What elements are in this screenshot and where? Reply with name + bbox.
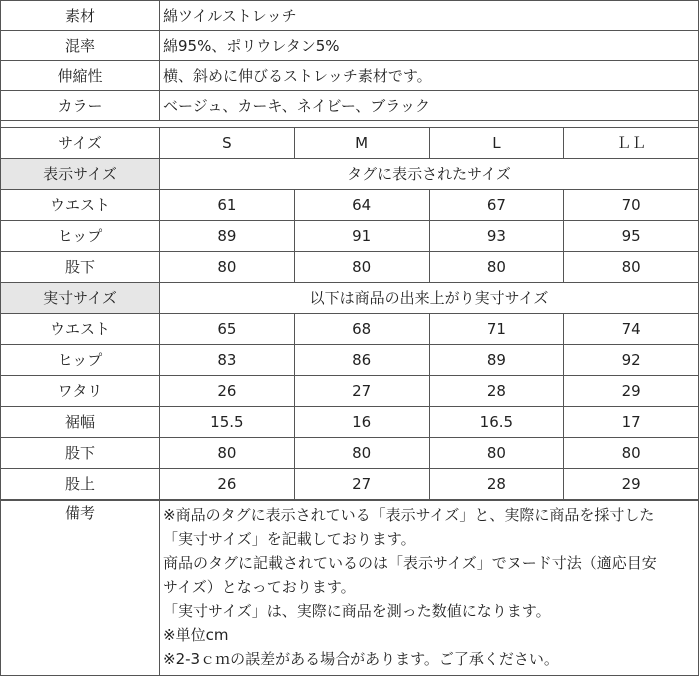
note-line: ※2-3ｃｍの誤差がある場合があります。ご了承ください。 xyxy=(163,650,559,668)
table-cell: 80 xyxy=(429,438,564,469)
table-cell: 89 xyxy=(429,345,564,376)
table-row xyxy=(1,345,699,376)
row-label: ウエスト xyxy=(1,314,160,345)
row-label: 股下 xyxy=(1,438,160,469)
table-cell: 67 xyxy=(429,190,564,221)
size-header-row xyxy=(1,128,699,159)
section-label: 表示サイズ xyxy=(1,159,160,190)
note-line: 「実寸サイズ」は、実際に商品を測った数値になります。 xyxy=(163,602,551,620)
table-cell: 65 xyxy=(160,314,295,345)
section-caption: 以下は商品の出来上がり実寸サイズ xyxy=(160,283,699,314)
table-cell: 91 xyxy=(294,221,429,252)
row-label: 裾幅 xyxy=(1,407,160,438)
size-header-label: サイズ xyxy=(1,128,160,159)
size-table xyxy=(0,127,699,500)
table-cell: 27 xyxy=(294,376,429,407)
table-cell: 16.5 xyxy=(429,407,564,438)
table-row xyxy=(1,252,699,283)
spec-label: カラー xyxy=(1,91,160,121)
note-line: ※単位cm xyxy=(163,626,229,644)
section-caption: タグに表示されたサイズ xyxy=(160,159,699,190)
spec-label: 素材 xyxy=(1,1,160,31)
spec-row-blend xyxy=(1,31,699,61)
table-cell: 80 xyxy=(160,438,295,469)
table-cell: 64 xyxy=(294,190,429,221)
section-label: 実寸サイズ xyxy=(1,283,160,314)
table-cell: 29 xyxy=(564,376,699,407)
table-row xyxy=(1,438,699,469)
table-cell: 86 xyxy=(294,345,429,376)
note-line: サイズ）となっております。 xyxy=(163,578,356,596)
table-cell: 68 xyxy=(294,314,429,345)
table-cell: 80 xyxy=(564,438,699,469)
table-cell: 80 xyxy=(564,252,699,283)
display-size-section-row xyxy=(1,159,699,190)
notes-row xyxy=(1,501,699,676)
table-cell: 61 xyxy=(160,190,295,221)
table-cell: 27 xyxy=(294,469,429,500)
table-row xyxy=(1,376,699,407)
table-row xyxy=(1,469,699,500)
spec-label: 伸縮性 xyxy=(1,61,160,91)
row-label: ヒップ xyxy=(1,345,160,376)
spec-row-color xyxy=(1,91,699,121)
table-cell: 80 xyxy=(294,252,429,283)
notes-table xyxy=(0,500,699,676)
spec-row-material xyxy=(1,1,699,31)
table-cell: 70 xyxy=(564,190,699,221)
note-line: 商品のタグに記載されているのは「表示サイズ」でヌード寸法（適応目安 xyxy=(163,554,657,572)
spec-value: 綿95%、ポリウレタン5% xyxy=(160,31,699,61)
row-label: ワタリ xyxy=(1,376,160,407)
notes-text xyxy=(160,501,699,676)
table-row xyxy=(1,190,699,221)
table-cell: 17 xyxy=(564,407,699,438)
table-cell: 74 xyxy=(564,314,699,345)
spec-row-stretch xyxy=(1,61,699,91)
row-label: ウエスト xyxy=(1,190,160,221)
size-column-header: M xyxy=(294,128,429,159)
table-cell: 80 xyxy=(160,252,295,283)
table-cell: 80 xyxy=(429,252,564,283)
spec-table xyxy=(0,0,699,121)
note-line: ※商品のタグに表示されている「表示サイズ」と、実際に商品を採寸した xyxy=(163,506,655,524)
table-cell: 26 xyxy=(160,469,295,500)
table-cell: 92 xyxy=(564,345,699,376)
table-cell: 28 xyxy=(429,376,564,407)
size-column-header: ＬＬ xyxy=(564,128,699,159)
size-column-header: S xyxy=(160,128,295,159)
table-cell: 71 xyxy=(429,314,564,345)
table-cell: 89 xyxy=(160,221,295,252)
size-column-header: L xyxy=(429,128,564,159)
spec-value: ベージュ、カーキ、ネイビー、ブラック xyxy=(160,91,699,121)
table-row xyxy=(1,221,699,252)
note-line: 「実寸サイズ」を記載しております。 xyxy=(163,530,416,548)
spec-value: 綿ツイルストレッチ xyxy=(160,1,699,31)
table-row xyxy=(1,407,699,438)
table-cell: 80 xyxy=(294,438,429,469)
table-row xyxy=(1,314,699,345)
row-label: ヒップ xyxy=(1,221,160,252)
table-cell: 83 xyxy=(160,345,295,376)
spec-value: 横、斜めに伸びるストレッチ素材です。 xyxy=(160,61,699,91)
spec-label: 混率 xyxy=(1,31,160,61)
table-cell: 16 xyxy=(294,407,429,438)
row-label: 股上 xyxy=(1,469,160,500)
notes-label: 備考 xyxy=(1,501,160,676)
table-cell: 29 xyxy=(564,469,699,500)
row-label: 股下 xyxy=(1,252,160,283)
table-cell: 15.5 xyxy=(160,407,295,438)
table-cell: 95 xyxy=(564,221,699,252)
actual-size-section-row xyxy=(1,283,699,314)
table-cell: 26 xyxy=(160,376,295,407)
table-cell: 93 xyxy=(429,221,564,252)
table-cell: 28 xyxy=(429,469,564,500)
